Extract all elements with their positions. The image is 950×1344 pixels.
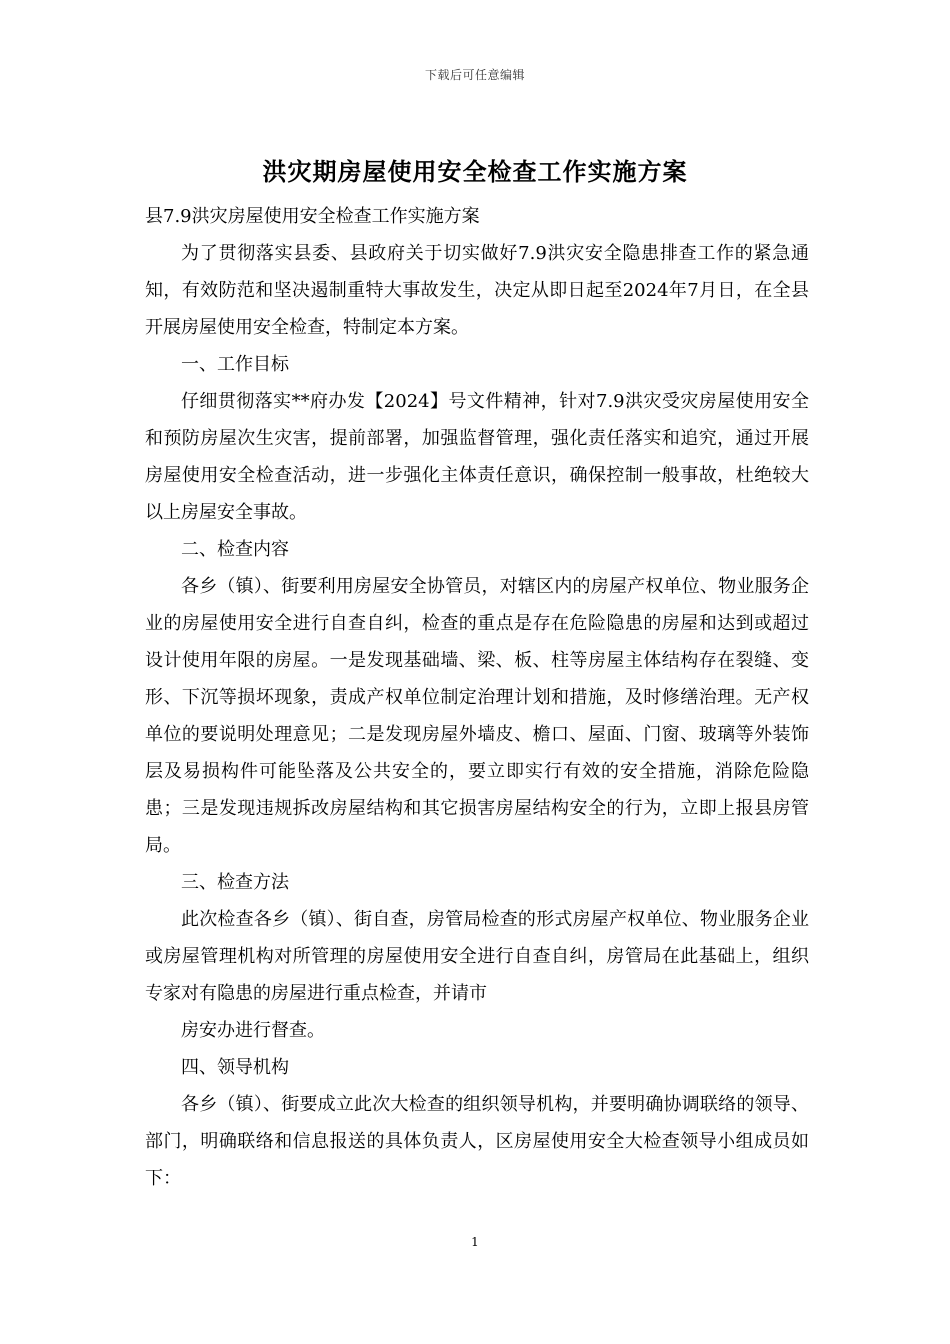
- section-heading-4: 四、领导机构: [181, 1057, 289, 1078]
- section-2-paragraph: 各乡（镇）、街要利用房屋安全协管员，对辖区内的房屋产权单位、物业服务企业的房屋使用安全进行自查自纠，检查的重点是存在危险隐患的房屋和达到或超过设计使用年限的房屋。一是发现基础墙、梁、板、柱等房屋主体结构存在裂缝、变形、下沉等损坏现象，责成产权单位制定治理计划和措施，及时修缮治理。无产权单位的要说明处理意见；二是发现房屋外墙皮、檐口、屋面、门窗、玻璃等外装饰层及易损构件可能坠落及公共安全的，要立即实行有效的安全措施，消除危险隐患；三是发现违规拆改房屋结构和其它损害房屋结构安全的行为，立即上报县房管局。: [145, 576, 809, 856]
- section-3-paragraph-continued: 房安办进行督查。: [181, 1020, 325, 1041]
- section-heading-1: 一、工作目标: [181, 354, 289, 375]
- document-body: [145, 198, 809, 1197]
- section-1-paragraph: 仔细贯彻落实**府办发【2024】号文件精神，针对7.9洪灾受灾房屋使用安全和预防房屋次生灾害，提前部署，加强监督管理，强化责任落实和追究，通过开展房屋使用安全检查活动，进一步强化主体责任意识，确保控制一般事故，杜绝较大以上房屋安全事故。: [145, 391, 809, 523]
- section-3-paragraph: 此次检查各乡（镇）、街自查，房管局检查的形式房屋产权单位、物业服务企业或房屋管理机构对所管理的房屋使用安全进行自查自纠，房管局在此基础上，组织专家对有隐患的房屋进行重点检查，并请市: [145, 909, 809, 1004]
- section-4-paragraph: 各乡（镇）、街要成立此次大检查的组织领导机构，并要明确协调联络的领导、部门，明确联络和信息报送的具体负责人，区房屋使用安全大检查领导小组成员如下：: [145, 1094, 809, 1189]
- subtitle-line: 县7.9洪灾房屋使用安全检查工作实施方案: [145, 206, 480, 227]
- intro-paragraph: 为了贯彻落实县委、县政府关于切实做好7.9洪灾安全隐患排查工作的紧急通知，有效防范和坚决遏制重特大事故发生，决定从即日起至2024年7月日，在全县开展房屋使用安全检查，特制定本方案。: [145, 243, 809, 338]
- page-number: 1: [471, 1235, 479, 1249]
- header-note: 下载后可任意编辑: [424, 68, 525, 82]
- section-heading-3: 三、检查方法: [181, 872, 289, 893]
- document-title: 洪灾期房屋使用安全检查工作实施方案: [262, 158, 688, 186]
- section-heading-2: 二、检查内容: [181, 539, 289, 560]
